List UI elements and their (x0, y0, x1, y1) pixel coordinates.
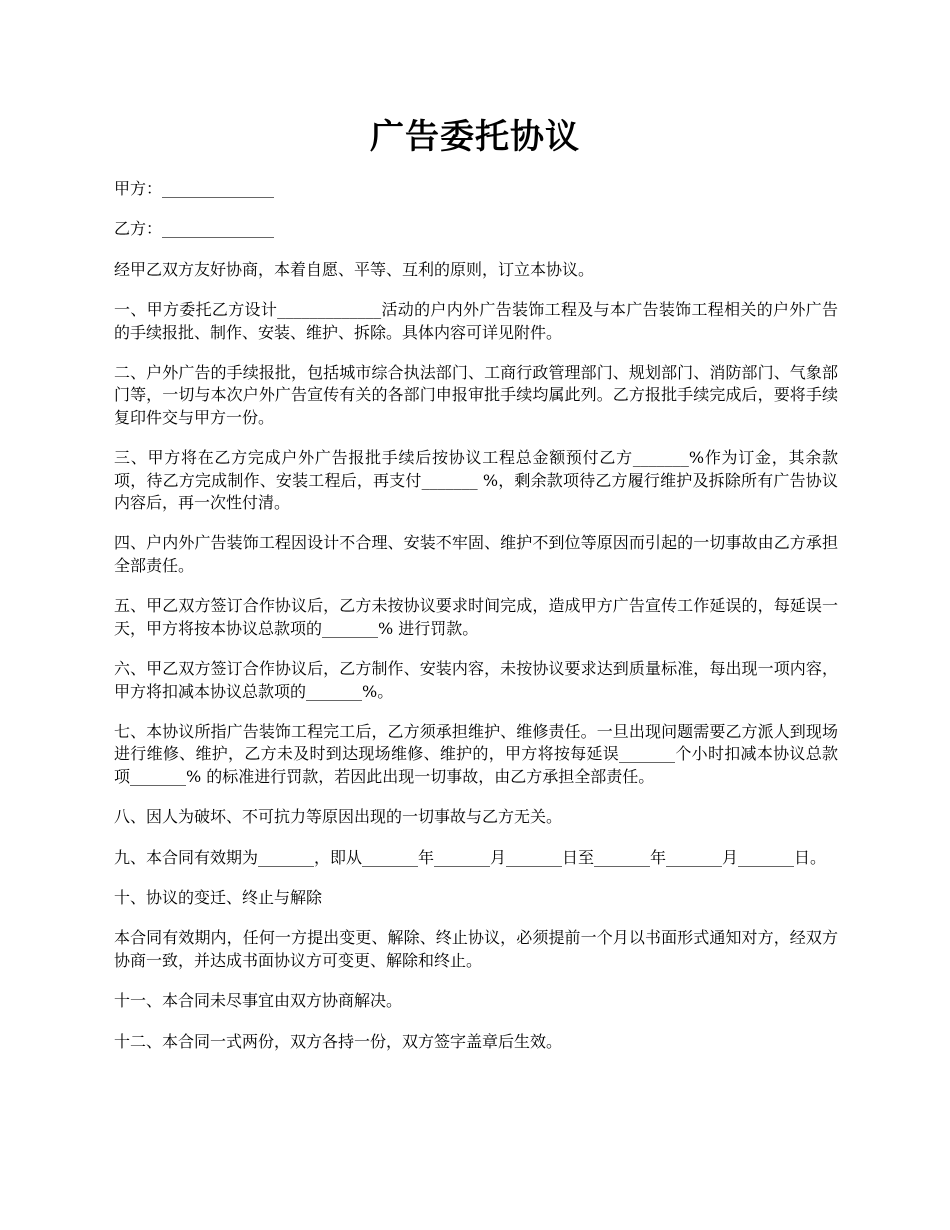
document-body (114, 178, 838, 1071)
clause-10-heading: 十、协议的变迁、终止与解除 (114, 887, 323, 907)
party-b-line: 乙方：______________ (114, 219, 275, 239)
clause-7: 七、本协议所指广告装饰工程完工后，乙方须承担维护、维修责任。一旦出现问题需要乙方派人到现场进行维修、维护，乙方未及时到达现场维修、维护的，甲方将按每延误_______个小时扣减本协议总款项_______% 的标准进行罚款，若因此出现一切事故，由乙方承担全部责任。 (114, 721, 838, 786)
clause-11: 十一、本合同未尽事宜由双方协商解决。 (114, 991, 403, 1011)
party-a-line: 甲方：______________ (114, 179, 275, 198)
clause-1: 一、甲方委托乙方设计_____________活动的户内外广告装饰工程及与本广告装饰工程相关的户外广告的手续报批、制作、安装、维护、拆除。具体内容可详见附件。 (114, 300, 838, 342)
clause-9: 九、本合同有效期为_______，即从_______年_______月_______日至_______年_______月_______日。 (114, 847, 827, 867)
clause-8: 八、因人为破坏、不可抗力等原因出现的一切事故与乙方无关。 (114, 807, 563, 827)
clause-2: 二、户外广告的手续报批，包括城市综合执法部门、工商行政管理部门、规划部门、消防部门、气象部门等，一切与本次户外广告宣传有关的各部门申报审批手续均属此列。乙方报批手续完成后，要将手续复印件交与甲方一份。 (114, 363, 838, 427)
clause-12: 十二、本合同一式两份，双方各持一份，双方签字盖章后生效。 (114, 1031, 563, 1051)
clause-10-body: 本合同有效期内，任何一方提出变更、解除、终止协议，必须提前一个月以书面形式通知对方，经双方协商一致，并达成书面协议方可变更、解除和终止。 (114, 928, 838, 970)
clause-6: 六、甲乙双方签订合作协议后，乙方制作、安装内容，未按协议要求达到质量标准，每出现一项内容，甲方将扣减本协议总款项的_______%。 (114, 659, 838, 701)
clause-4: 四、户内外广告装饰工程因设计不合理、安装不牢固、维护不到位等原因而引起的一切事故由乙方承担全部责任。 (114, 533, 838, 575)
document-title: 广告委托协议 (370, 117, 580, 157)
clause-5: 五、甲乙双方签订合作协议后，乙方未按协议要求时间完成，造成甲方广告宣传工作延误的，每延误一天，甲方将按本协议总款项的_______% 进行罚款。 (114, 596, 838, 638)
clause-3: 三、甲方将在乙方完成户外广告报批手续后按协议工程总金额预付乙方_______%作为订金，其余款项，待乙方完成制作、安装工程后，再支付_______ %，剩余款项待乙方履行维护及拆除所有广告协议内容后，再一次性付清。 (114, 448, 838, 513)
preamble-paragraph: 经甲乙双方友好协商，本着自愿、平等、互利的原则，订立本协议。 (114, 259, 595, 279)
